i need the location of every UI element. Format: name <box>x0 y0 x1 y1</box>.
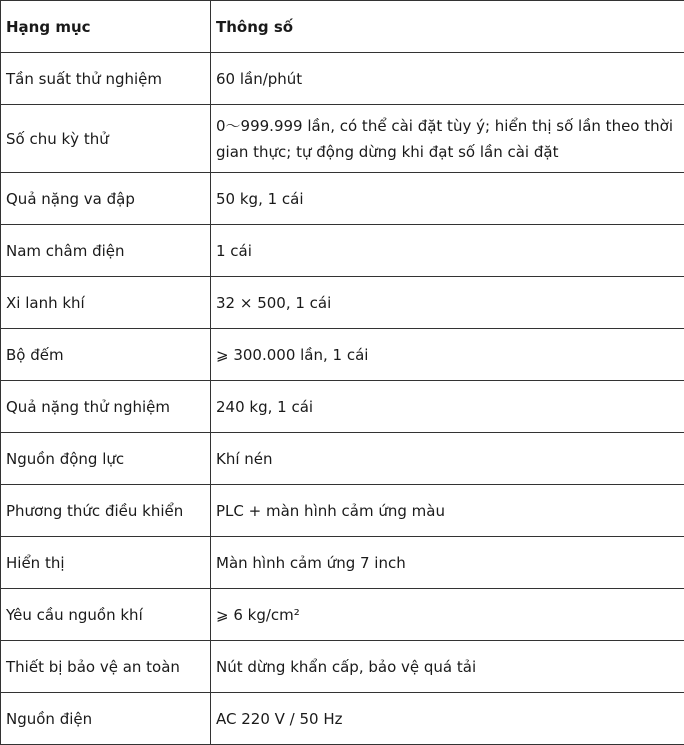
row-value: 0～999.999 lần, có thể cài đặt tùy ý; hiển thị số lần theo thời gian thực; tự động dừng khi đạt số lần cài đặt <box>211 105 684 173</box>
row-value: 1 cái <box>211 225 684 277</box>
row-item: Quả nặng va đập <box>1 173 211 225</box>
table-row <box>1 433 684 485</box>
row-value: 240 kg, 1 cái <box>211 381 684 433</box>
row-value: 32 × 500, 1 cái <box>211 277 684 329</box>
row-item: Số chu kỳ thử <box>1 105 211 173</box>
table-row <box>1 537 684 589</box>
row-item: Nguồn động lực <box>1 433 211 485</box>
table-row <box>1 277 684 329</box>
table-row <box>1 329 684 381</box>
row-item: Tần suất thử nghiệm <box>1 53 211 105</box>
row-value: Nút dừng khẩn cấp, bảo vệ quá tải <box>211 641 684 693</box>
row-item: Hiển thị <box>1 537 211 589</box>
row-value: 50 kg, 1 cái <box>211 173 684 225</box>
row-item: Nguồn điện <box>1 693 211 745</box>
row-item: Nam châm điện <box>1 225 211 277</box>
table-row <box>1 105 684 173</box>
table-row <box>1 589 684 641</box>
row-value: 60 lần/phút <box>211 53 684 105</box>
row-value: Màn hình cảm ứng 7 inch <box>211 537 684 589</box>
table-row <box>1 173 684 225</box>
header-row <box>1 1 684 53</box>
table-row <box>1 225 684 277</box>
row-value: PLC + màn hình cảm ứng màu <box>211 485 684 537</box>
row-value: ⩾ 6 kg/cm² <box>211 589 684 641</box>
table-row <box>1 693 684 745</box>
row-item: Yêu cầu nguồn khí <box>1 589 211 641</box>
row-item: Xi lanh khí <box>1 277 211 329</box>
row-item: Thiết bị bảo vệ an toàn <box>1 641 211 693</box>
table-row <box>1 53 684 105</box>
row-item: Quả nặng thử nghiệm <box>1 381 211 433</box>
table-row <box>1 381 684 433</box>
table-row <box>1 485 684 537</box>
row-item: Phương thức điều khiển <box>1 485 211 537</box>
table-row <box>1 641 684 693</box>
header-item: Hạng mục <box>1 1 211 53</box>
header-value: Thông số <box>211 1 684 53</box>
row-value: ⩾ 300.000 lần, 1 cái <box>211 329 684 381</box>
row-value: Khí nén <box>211 433 684 485</box>
row-value: AC 220 V / 50 Hz <box>211 693 684 745</box>
row-item: Bộ đếm <box>1 329 211 381</box>
